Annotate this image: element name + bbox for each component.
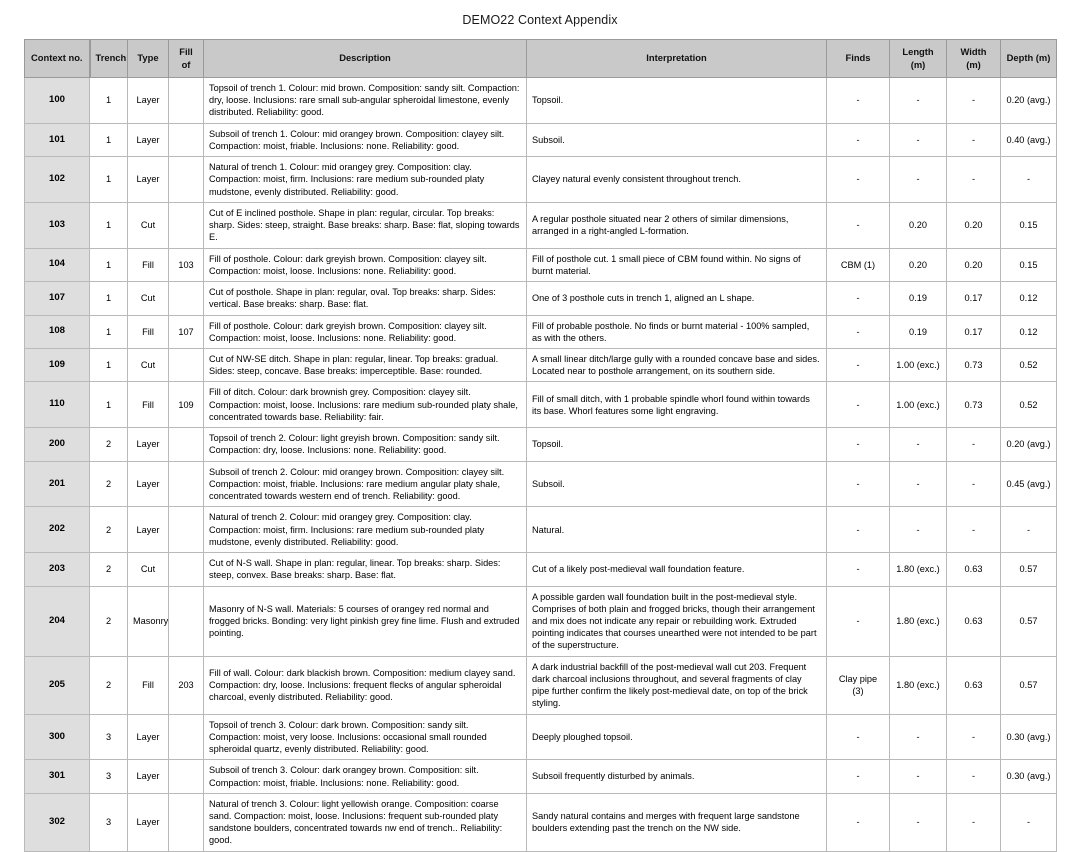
cell-finds: -: [827, 78, 890, 124]
cell-depth: 0.45 (avg.): [1001, 461, 1057, 507]
table-row: [25, 348, 1057, 381]
cell-type: Cut: [128, 553, 169, 586]
cell-length: -: [890, 714, 947, 760]
cell-trench: 2: [90, 553, 128, 586]
cell-length: 0.19: [890, 282, 947, 315]
cell-trench: 1: [90, 382, 128, 428]
cell-type: Cut: [128, 202, 169, 248]
cell-depth: 0.12: [1001, 315, 1057, 348]
cell-finds: -: [827, 553, 890, 586]
cell-context-no: 205: [25, 656, 90, 714]
cell-type: Masonry: [128, 586, 169, 656]
cell-trench: 1: [90, 202, 128, 248]
cell-context-no: 203: [25, 553, 90, 586]
cell-trench: 3: [90, 760, 128, 793]
cell-fill-of: [169, 461, 204, 507]
cell-width: -: [947, 507, 1001, 553]
cell-type: Layer: [128, 507, 169, 553]
cell-context-no: 104: [25, 248, 90, 281]
cell-interpretation: Natural.: [527, 507, 827, 553]
cell-length: -: [890, 123, 947, 156]
cell-trench: 2: [90, 586, 128, 656]
column-header-interpretation: Interpretation: [527, 40, 827, 78]
cell-width: 0.63: [947, 553, 1001, 586]
cell-width: 0.17: [947, 282, 1001, 315]
cell-fill-of: [169, 157, 204, 203]
column-header-length: Length (m): [890, 40, 947, 78]
cell-context-no: 110: [25, 382, 90, 428]
cell-description: Subsoil of trench 3. Colour: dark orangey brown. Composition: silt. Compaction: moist, friable. Inclusions: none. Reliability: good.: [204, 760, 527, 793]
table-row: [25, 760, 1057, 793]
cell-interpretation: Topsoil.: [527, 78, 827, 124]
cell-fill-of: [169, 202, 204, 248]
cell-interpretation: A possible garden wall foundation built in the post-medieval style. Comprises of both plain and frogged bricks, though their arrangement and mix does not indicate any repair or rebuilding work. Extruded pointing indicates that courses unearthed were not intended to be part of the superstructure.: [527, 586, 827, 656]
cell-context-no: 202: [25, 507, 90, 553]
cell-trench: 2: [90, 656, 128, 714]
cell-depth: 0.57: [1001, 656, 1057, 714]
cell-trench: 1: [90, 157, 128, 203]
cell-type: Layer: [128, 78, 169, 124]
cell-depth: 0.20 (avg.): [1001, 78, 1057, 124]
cell-description: Natural of trench 1. Colour: mid orangey grey. Composition: clay. Compaction: moist, firm. Inclusions: rare medium sub-rounded platy mudstone, evenly distributed. Reliability: good.: [204, 157, 527, 203]
cell-type: Cut: [128, 282, 169, 315]
table-row: [25, 248, 1057, 281]
cell-fill-of: [169, 793, 204, 851]
cell-description: Cut of NW-SE ditch. Shape in plan: regular, linear. Top breaks: gradual. Sides: steep, concave. Base breaks: imperceptible. Base: rounded.: [204, 348, 527, 381]
cell-type: Fill: [128, 656, 169, 714]
cell-fill-of: [169, 507, 204, 553]
cell-length: -: [890, 793, 947, 851]
cell-width: 0.73: [947, 382, 1001, 428]
cell-depth: -: [1001, 507, 1057, 553]
cell-finds: -: [827, 507, 890, 553]
cell-fill-of: 109: [169, 382, 204, 428]
cell-length: 1.80 (exc.): [890, 553, 947, 586]
cell-trench: 3: [90, 793, 128, 851]
table-row: [25, 656, 1057, 714]
cell-interpretation: Clayey natural evenly consistent throughout trench.: [527, 157, 827, 203]
cell-finds: -: [827, 793, 890, 851]
cell-description: Natural of trench 2. Colour: mid orangey grey. Composition: clay. Compaction: moist, firm. Inclusions: rare medium sub-rounded platy mudstone, evenly distributed. Reliability: good.: [204, 507, 527, 553]
cell-trench: 2: [90, 428, 128, 461]
column-header-trench: Trench: [90, 40, 128, 78]
cell-finds: -: [827, 348, 890, 381]
cell-interpretation: Cut of a likely post-medieval wall foundation feature.: [527, 553, 827, 586]
cell-description: Cut of N-S wall. Shape in plan: regular, linear. Top breaks: sharp. Sides: steep, convex. Base breaks: sharp. Base: flat.: [204, 553, 527, 586]
cell-context-no: 204: [25, 586, 90, 656]
cell-fill-of: [169, 282, 204, 315]
cell-type: Layer: [128, 461, 169, 507]
cell-description: Masonry of N-S wall. Materials: 5 courses of orangey red normal and frogged bricks. Bonding: very light pinkish grey fine lime. Flush and extruded pointing.: [204, 586, 527, 656]
cell-type: Layer: [128, 123, 169, 156]
cell-finds: -: [827, 714, 890, 760]
column-header-depth: Depth (m): [1001, 40, 1057, 78]
table-body: [25, 78, 1057, 852]
cell-interpretation: A small linear ditch/large gully with a rounded concave base and sides. Located near to posthole arrangement, on its southern side.: [527, 348, 827, 381]
cell-finds: -: [827, 760, 890, 793]
cell-depth: 0.40 (avg.): [1001, 123, 1057, 156]
column-header-context-no: Context no.: [25, 40, 90, 78]
cell-finds: -: [827, 282, 890, 315]
cell-finds: -: [827, 123, 890, 156]
cell-trench: 2: [90, 507, 128, 553]
cell-context-no: 201: [25, 461, 90, 507]
cell-type: Fill: [128, 315, 169, 348]
cell-type: Layer: [128, 760, 169, 793]
cell-interpretation: A regular posthole situated near 2 others of similar dimensions, arranged in a right-angled L-formation.: [527, 202, 827, 248]
cell-depth: 0.52: [1001, 382, 1057, 428]
cell-trench: 1: [90, 123, 128, 156]
table-row: [25, 507, 1057, 553]
table-header-row: [25, 40, 1057, 78]
cell-depth: 0.20 (avg.): [1001, 428, 1057, 461]
cell-width: -: [947, 793, 1001, 851]
cell-type: Layer: [128, 157, 169, 203]
cell-context-no: 108: [25, 315, 90, 348]
cell-description: Subsoil of trench 1. Colour: mid orangey brown. Composition: clayey silt. Compaction: moist, friable. Inclusions: none. Reliability: good.: [204, 123, 527, 156]
cell-trench: 1: [90, 315, 128, 348]
cell-length: -: [890, 428, 947, 461]
cell-interpretation: Fill of posthole cut. 1 small piece of CBM found within. No signs of burnt material.: [527, 248, 827, 281]
cell-interpretation: Subsoil.: [527, 123, 827, 156]
cell-width: 0.20: [947, 248, 1001, 281]
cell-description: Subsoil of trench 2. Colour: mid orangey brown. Composition: clayey silt. Compaction: moist, friable. Inclusions: rare medium angular platy shale, concentrated towards western end of trench. Reliability: good.: [204, 461, 527, 507]
cell-context-no: 109: [25, 348, 90, 381]
cell-width: 0.63: [947, 656, 1001, 714]
cell-type: Fill: [128, 248, 169, 281]
table-row: [25, 315, 1057, 348]
cell-length: -: [890, 78, 947, 124]
cell-context-no: 102: [25, 157, 90, 203]
cell-finds: -: [827, 382, 890, 428]
cell-trench: 2: [90, 461, 128, 507]
cell-fill-of: [169, 428, 204, 461]
cell-finds: -: [827, 586, 890, 656]
cell-context-no: 100: [25, 78, 90, 124]
cell-trench: 1: [90, 282, 128, 315]
cell-depth: 0.30 (avg.): [1001, 714, 1057, 760]
cell-depth: 0.15: [1001, 248, 1057, 281]
cell-finds: Clay pipe (3): [827, 656, 890, 714]
table-row: [25, 793, 1057, 851]
cell-trench: 1: [90, 348, 128, 381]
cell-finds: -: [827, 428, 890, 461]
cell-type: Layer: [128, 714, 169, 760]
cell-length: -: [890, 461, 947, 507]
column-header-fill-of: Fill of: [169, 40, 204, 78]
cell-type: Cut: [128, 348, 169, 381]
cell-width: -: [947, 428, 1001, 461]
cell-type: Layer: [128, 793, 169, 851]
cell-width: -: [947, 760, 1001, 793]
table-row: [25, 157, 1057, 203]
table-header: [25, 40, 1057, 78]
cell-fill-of: [169, 553, 204, 586]
cell-length: -: [890, 157, 947, 203]
cell-interpretation: A dark industrial backfill of the post-medieval wall cut 203. Frequent dark charcoal inclusions throughout, and several fragments of clay pipe further confirm the likely post-medieval date, on top of the brick styling.: [527, 656, 827, 714]
cell-context-no: 302: [25, 793, 90, 851]
cell-fill-of: 103: [169, 248, 204, 281]
cell-interpretation: Fill of probable posthole. No finds or burnt material - 100% sampled, as with the others.: [527, 315, 827, 348]
cell-context-no: 200: [25, 428, 90, 461]
page-title: DEMO22 Context Appendix: [462, 13, 618, 27]
cell-interpretation: One of 3 posthole cuts in trench 1, aligned an L shape.: [527, 282, 827, 315]
cell-description: Fill of ditch. Colour: dark brownish grey. Composition: clayey silt. Compaction: moist, loose. Inclusions: rare medium sub-rounded platy shale, concentrated towards base. Reliability: fair.: [204, 382, 527, 428]
cell-trench: 3: [90, 714, 128, 760]
cell-length: 1.00 (exc.): [890, 382, 947, 428]
cell-trench: 1: [90, 248, 128, 281]
column-header-finds: Finds: [827, 40, 890, 78]
table-row: [25, 78, 1057, 124]
cell-fill-of: [169, 760, 204, 793]
cell-context-no: 301: [25, 760, 90, 793]
cell-context-no: 103: [25, 202, 90, 248]
cell-description: Cut of posthole. Shape in plan: regular, oval. Top breaks: sharp. Sides: vertical. Base breaks: sharp. Base: flat.: [204, 282, 527, 315]
table-row: [25, 553, 1057, 586]
cell-description: Topsoil of trench 2. Colour: light greyish brown. Composition: sandy silt. Compaction: dry, loose. Inclusions: none. Reliability: good.: [204, 428, 527, 461]
cell-fill-of: [169, 123, 204, 156]
cell-fill-of: [169, 586, 204, 656]
cell-length: 0.20: [890, 202, 947, 248]
cell-fill-of: [169, 78, 204, 124]
cell-width: -: [947, 461, 1001, 507]
cell-width: 0.17: [947, 315, 1001, 348]
cell-fill-of: [169, 348, 204, 381]
cell-fill-of: 107: [169, 315, 204, 348]
cell-depth: 0.57: [1001, 586, 1057, 656]
cell-context-no: 107: [25, 282, 90, 315]
cell-width: 0.63: [947, 586, 1001, 656]
cell-finds: -: [827, 461, 890, 507]
cell-depth: 0.15: [1001, 202, 1057, 248]
table-row: [25, 382, 1057, 428]
table-row: [25, 461, 1057, 507]
cell-interpretation: Subsoil frequently disturbed by animals.: [527, 760, 827, 793]
cell-finds: -: [827, 315, 890, 348]
cell-length: 1.80 (exc.): [890, 656, 947, 714]
cell-type: Fill: [128, 382, 169, 428]
cell-context-no: 101: [25, 123, 90, 156]
cell-length: -: [890, 507, 947, 553]
column-header-description: Description: [204, 40, 527, 78]
cell-description: Topsoil of trench 1. Colour: mid brown. Composition: sandy silt. Compaction: dry, loose. Inclusions: rare small sub-angular spheroidal limestone, evenly distributed. Reliability: good.: [204, 78, 527, 124]
table-row: [25, 202, 1057, 248]
cell-type: Layer: [128, 428, 169, 461]
cell-length: 1.00 (exc.): [890, 348, 947, 381]
cell-description: Topsoil of trench 3. Colour: dark brown. Composition: sandy silt. Compaction: moist, very loose. Inclusions: occasional small rounded spheroidal quartz, evenly distributed. Reliability: good.: [204, 714, 527, 760]
table-row: [25, 428, 1057, 461]
cell-width: -: [947, 714, 1001, 760]
cell-context-no: 300: [25, 714, 90, 760]
cell-width: 0.73: [947, 348, 1001, 381]
table-row: [25, 586, 1057, 656]
cell-length: 1.80 (exc.): [890, 586, 947, 656]
cell-description: Fill of posthole. Colour: dark greyish brown. Composition: clayey silt. Compaction: moist, loose. Inclusions: none. Reliability: good.: [204, 315, 527, 348]
cell-length: 0.19: [890, 315, 947, 348]
cell-depth: -: [1001, 793, 1057, 851]
cell-depth: 0.57: [1001, 553, 1057, 586]
cell-description: Fill of posthole. Colour: dark greyish brown. Composition: clayey silt. Compaction: moist, loose. Inclusions: none. Reliability: good.: [204, 248, 527, 281]
cell-width: -: [947, 123, 1001, 156]
cell-description: Natural of trench 3. Colour: light yellowish orange. Composition: coarse sand. Compaction: moist, loose. Inclusions: frequent sub-rounded platy sandstone boulders, concentrated towards nw end of trench.. Reliability: good.: [204, 793, 527, 851]
cell-interpretation: Fill of small ditch, with 1 probable spindle whorl found within towards its base. Whorl features some light engraving.: [527, 382, 827, 428]
cell-trench: 1: [90, 78, 128, 124]
cell-width: -: [947, 78, 1001, 124]
context-appendix-table: [24, 39, 1057, 852]
cell-length: 0.20: [890, 248, 947, 281]
cell-interpretation: Subsoil.: [527, 461, 827, 507]
cell-description: Fill of wall. Colour: dark blackish brown. Composition: medium clayey sand. Compaction: dry, loose. Inclusions: frequent flecks of angular spheroidal charcoal, evenly distributed. Reliability: good.: [204, 656, 527, 714]
cell-finds: -: [827, 157, 890, 203]
cell-finds: CBM (1): [827, 248, 890, 281]
cell-fill-of: 203: [169, 656, 204, 714]
cell-depth: 0.52: [1001, 348, 1057, 381]
cell-description: Cut of E inclined posthole. Shape in plan: regular, circular. Top breaks: sharp. Sides: steep, straight. Base breaks: sharp. Base: flat, sloping towards E.: [204, 202, 527, 248]
cell-depth: -: [1001, 157, 1057, 203]
cell-interpretation: Topsoil.: [527, 428, 827, 461]
cell-width: -: [947, 157, 1001, 203]
cell-length: -: [890, 760, 947, 793]
column-header-type: Type: [128, 40, 169, 78]
cell-width: 0.20: [947, 202, 1001, 248]
cell-finds: -: [827, 202, 890, 248]
table-row: [25, 123, 1057, 156]
table-row: [25, 282, 1057, 315]
cell-depth: 0.30 (avg.): [1001, 760, 1057, 793]
cell-interpretation: Sandy natural contains and merges with frequent large sandstone boulders extending past the trench on the NW side.: [527, 793, 827, 851]
cell-interpretation: Deeply ploughed topsoil.: [527, 714, 827, 760]
cell-depth: 0.12: [1001, 282, 1057, 315]
column-header-width: Width (m): [947, 40, 1001, 78]
